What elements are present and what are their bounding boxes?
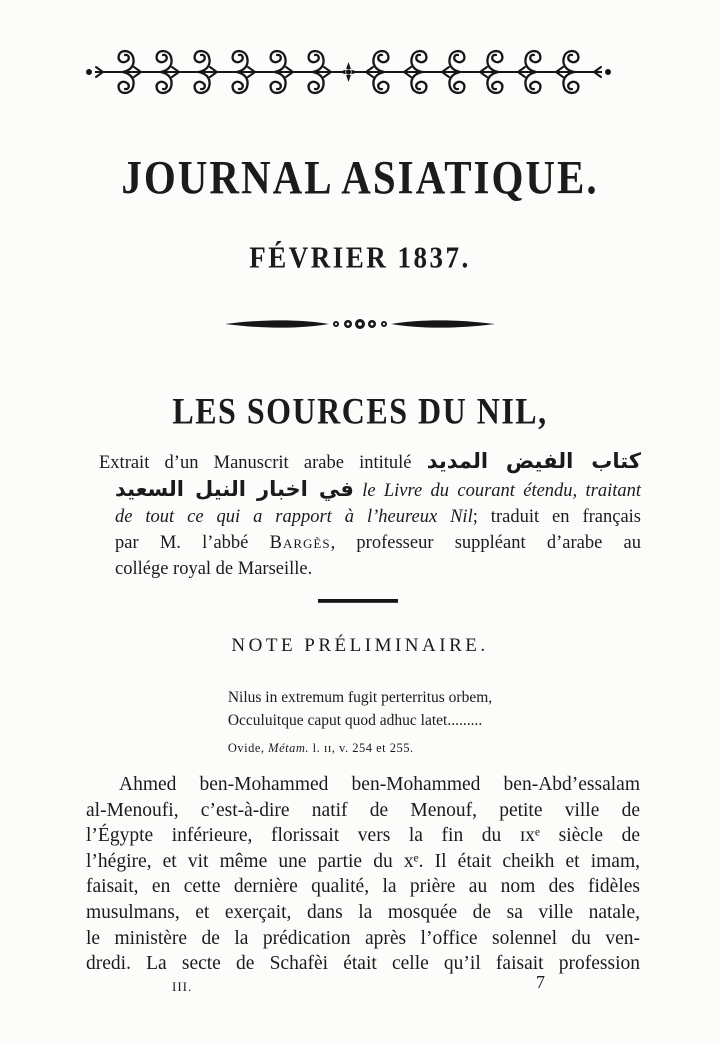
abstract-line xyxy=(99,448,641,476)
epigraph-attribution: Ovide, Métam. l. ɪɪ, v. 254 et 255. xyxy=(227,741,414,755)
journal-title: JOURNAL ASIATIQUE. xyxy=(121,151,599,205)
issue-date: FÉVRIER 1837. xyxy=(249,240,471,275)
page-number: 7 xyxy=(536,972,545,992)
abstract-line xyxy=(115,556,641,582)
body-paragraph xyxy=(86,772,640,977)
separator-rule xyxy=(318,599,398,603)
epigraph-verse: Nilus in extremum fugit perterritus orbem, xyxy=(227,689,493,706)
article-abstract xyxy=(99,448,641,582)
body-line: faisait, en cette dernière qualité, la prière au nom des fidèles xyxy=(86,876,640,898)
signature-mark: III. xyxy=(172,979,193,994)
abstract-line xyxy=(115,530,641,556)
epigraph xyxy=(0,686,720,760)
abstract-text-french: ; traduit en français xyxy=(472,507,641,527)
abstract-text-italic: le Livre du courant étendu, traitant xyxy=(353,481,641,501)
section-heading: NOTE PRÉLIMINAIRE. xyxy=(231,635,489,656)
body-line: al-Menoufi, c’est-à-dire natif de Menouf, petite ville de xyxy=(86,799,640,821)
body-line: l’hégire, et vit même une partie du xᵉ. Il était cheikh et imam, xyxy=(86,850,640,872)
abstract-text-italic: de tout ce qui a rapport à l’heureux Nil xyxy=(115,507,473,527)
abstract-line xyxy=(115,476,641,504)
body-line: le ministère de la prédication après l’office solennel du ven- xyxy=(86,927,640,949)
body-line: musulmans, et exerçait, dans la mosquée de sa ville natale, xyxy=(86,901,640,923)
abstract-text-french: collége royal de Marseille. xyxy=(115,559,313,579)
cited-work-title: Métam. xyxy=(268,741,309,755)
section-divider-icon xyxy=(225,314,495,339)
body-line: dredi. La secte de Schafèi était celle qu’il faisait profession xyxy=(86,953,640,975)
abstract-text-arabic: في اخبار النيل السعيد xyxy=(115,477,354,501)
translator-name: Bargès xyxy=(269,533,331,553)
abstract-text-french: Extrait d’un Manuscrit arabe intitulé xyxy=(99,453,427,473)
abstract-text-arabic: كتاب الفيض المديد xyxy=(426,449,641,473)
epigraph-verse: Occuluitque caput quod adhuc latet......... xyxy=(227,712,483,729)
abstract-text-french: , professeur suppléant d’arabe au xyxy=(330,533,641,553)
body-line: l’Égypte inférieure, florissait vers la fin du ɪxᵉ siècle de xyxy=(86,825,640,847)
body-line: Ahmed ben-Mohammed ben-Mohammed ben-Abd’essalam xyxy=(119,774,640,795)
abstract-text-french: par M. l’abbé xyxy=(115,533,270,553)
article-title: LES SOURCES DU NIL, xyxy=(172,390,548,432)
top-ornament-icon xyxy=(85,46,612,103)
abstract-line xyxy=(115,504,641,530)
